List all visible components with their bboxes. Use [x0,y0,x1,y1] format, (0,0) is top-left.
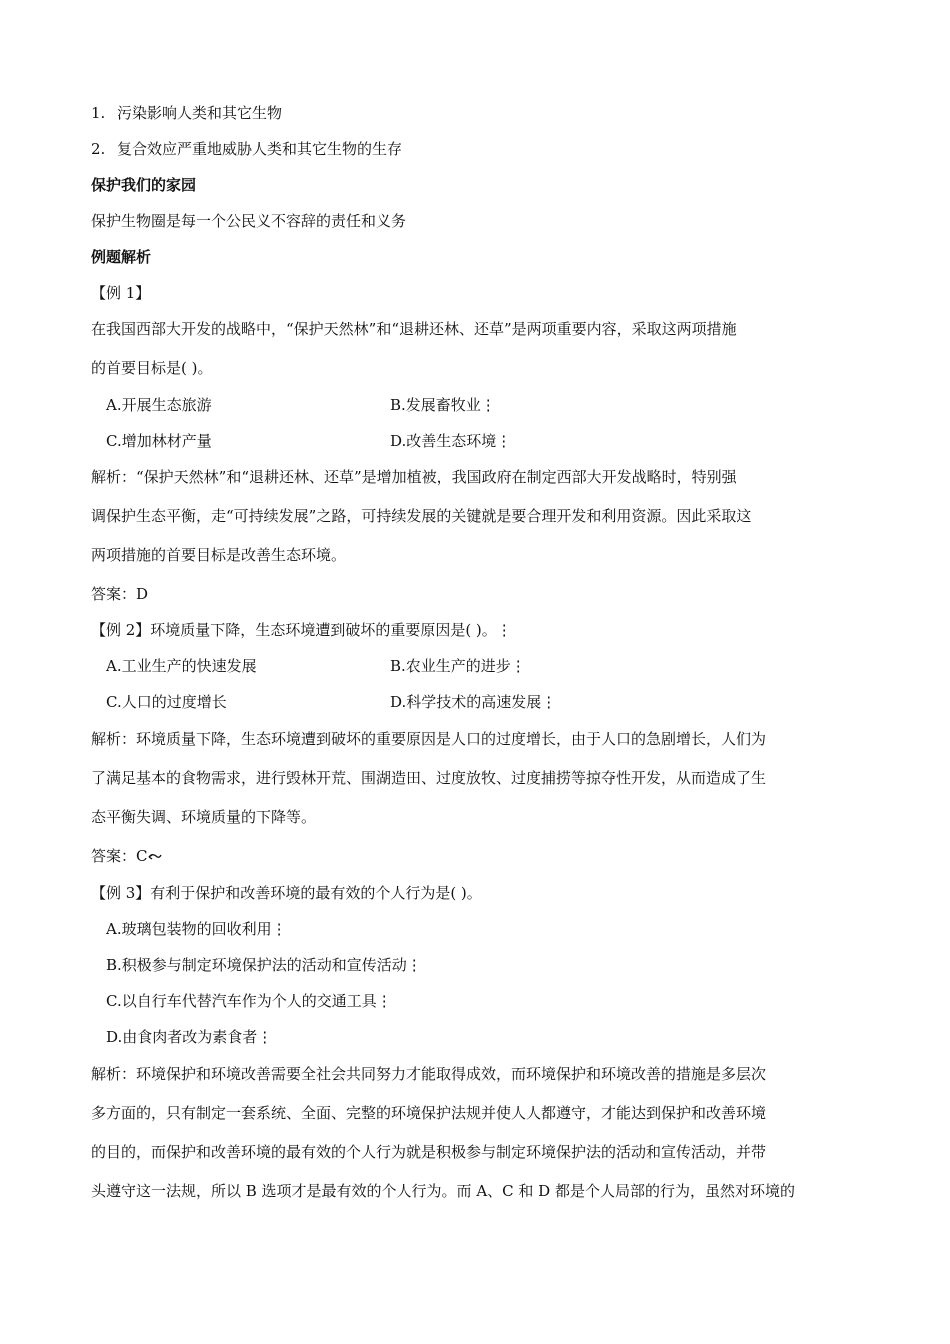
example-3-option-c: C.以自行车代替汽车作为个人的交通工具⋮ [106,992,392,1010]
list-number: 2. [91,140,106,158]
list-number: 1. [91,104,106,122]
example-2-explanation-line: 了满足基本的食物需求，进行毁林开荒、围湖造田、过度放牧、过度捕捞等掠夺性开发，从而造成了生 [91,769,767,787]
example-3-option-b: B.积极参与制定环境保护法的活动和宣传活动⋮ [106,956,422,974]
example-1-explanation-line: 解析：“保护天然林”和“退耕还林、还草”是增加植被，我国政府在制定西部大开发战略时，特别强 [91,468,737,486]
example-3-explanation-line: 多方面的，只有制定一套系统、全面、完整的环境保护法规并使人人都遵守，才能达到保护和改善环境 [91,1104,767,1122]
example-1-explanation-line: 两项措施的首要目标是改善生态环境。 [91,546,347,564]
example-1-question-line: 的首要目标是( )。 [91,359,213,377]
example-3-explanation-line: 的目的，而保护和改善环境的最有效的个人行为就是积极参与制定环境保护法的活动和宣传活动，并带 [91,1143,767,1161]
example-3-explanation-line: 头遵守这一法规，所以 B 选项才是最有效的个人行为。而 A、C 和 D 都是个人局部的行为，虽然对环境的 [91,1182,795,1200]
example-1-tag: 【例 1】 [91,284,151,302]
section-heading-protect: 保护我们的家园 [91,176,197,194]
return-arrow-icon [148,852,162,862]
example-3-option-d: D.由食肉者改为素食者⋮ [106,1028,273,1046]
list-item-2 [91,139,402,159]
example-1-option-b: B.发展畜牧业⋮ [390,396,496,414]
example-1-explanation-line: 调保护生态平衡，走“可持续发展”之路，可持续发展的关键就是要合理开发和利用资源。因此采取这 [91,507,752,525]
example-2-option-c: C.人口的过度增长 [106,693,227,711]
examples-heading: 例题解析 [91,248,152,266]
example-2-answer-text: 答案：C [91,847,148,865]
list-item-1 [91,103,282,123]
example-2-question: 【例 2】环境质量下降，生态环境遭到破坏的重要原因是( )。⋮ [91,621,512,639]
list-text: 污染影响人类和其它生物 [117,104,283,122]
example-2-option-b: B.农业生产的进步⋮ [390,657,526,675]
list-text: 复合效应严重地威胁人类和其它生物的生存 [117,140,403,158]
example-1-option-d: D.改善生态环境⋮ [390,432,512,450]
example-2-explanation-line: 解析：环境质量下降，生态环境遭到破坏的重要原因是人口的过度增长，由于人口的急剧增长，人们为 [91,730,767,748]
example-1-option-a: A.开展生态旅游 [106,396,212,414]
section-text-protect: 保护生物圈是每一个公民义不容辞的责任和义务 [91,212,407,230]
example-1-question-line: 在我国西部大开发的战略中，“保护天然林”和“退耕还林、还草”是两项重要内容，采取这两项措施 [91,320,737,338]
example-2-option-a: A.工业生产的快速发展 [106,657,257,675]
example-3-explanation-line: 解析：环境保护和环境改善需要全社会共同努力才能取得成效，而环境保护和环境改善的措施是多层次 [91,1065,767,1083]
example-1-option-c: C.增加林材产量 [106,432,212,450]
example-3-option-a: A.玻璃包装物的回收利用⋮ [106,920,287,938]
example-2-option-d: D.科学技术的高速发展⋮ [390,693,557,711]
example-2-answer [91,846,162,866]
example-2-explanation-line: 态平衡失调、环境质量的下降等。 [91,808,317,826]
example-3-question: 【例 3】有利于保护和改善环境的最有效的个人行为是( )。 [91,884,482,902]
example-1-answer: 答案：D [91,585,149,603]
